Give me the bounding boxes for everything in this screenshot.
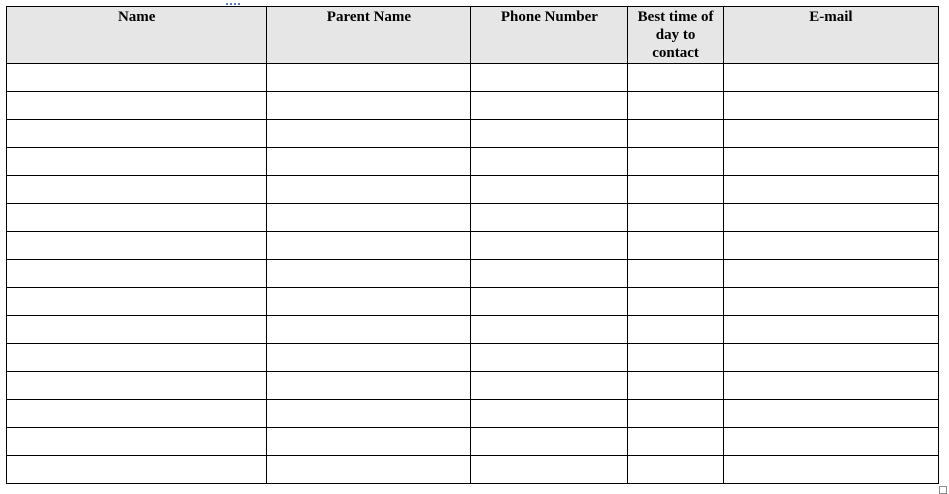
anchor-mark	[226, 0, 240, 5]
cell-email[interactable]	[723, 456, 938, 484]
table-row	[7, 260, 939, 288]
cell-phone-number[interactable]	[471, 260, 628, 288]
cell-email[interactable]	[723, 176, 938, 204]
cell-parent-name[interactable]	[267, 92, 471, 120]
cell-email[interactable]	[723, 400, 938, 428]
cell-best-time[interactable]	[628, 232, 724, 260]
cell-phone-number[interactable]	[471, 64, 628, 92]
table-row	[7, 148, 939, 176]
cell-parent-name[interactable]	[267, 400, 471, 428]
table-row	[7, 456, 939, 484]
cell-best-time[interactable]	[628, 148, 724, 176]
cell-email[interactable]	[723, 344, 938, 372]
cell-parent-name[interactable]	[267, 120, 471, 148]
cell-name[interactable]	[7, 428, 267, 456]
header-best-time: Best time of day to contact	[628, 7, 724, 64]
cell-email[interactable]	[723, 204, 938, 232]
table-row	[7, 316, 939, 344]
cell-phone-number[interactable]	[471, 232, 628, 260]
header-phone-number: Phone Number	[471, 7, 628, 64]
cell-best-time[interactable]	[628, 372, 724, 400]
cell-best-time[interactable]	[628, 204, 724, 232]
table-row	[7, 120, 939, 148]
cell-phone-number[interactable]	[471, 372, 628, 400]
cell-name[interactable]	[7, 400, 267, 428]
cell-parent-name[interactable]	[267, 316, 471, 344]
cell-parent-name[interactable]	[267, 64, 471, 92]
cell-name[interactable]	[7, 232, 267, 260]
table-row	[7, 344, 939, 372]
cell-email[interactable]	[723, 260, 938, 288]
cell-email[interactable]	[723, 120, 938, 148]
cell-phone-number[interactable]	[471, 120, 628, 148]
cell-parent-name[interactable]	[267, 204, 471, 232]
cell-phone-number[interactable]	[471, 148, 628, 176]
table-row	[7, 204, 939, 232]
table-row	[7, 92, 939, 120]
cell-phone-number[interactable]	[471, 400, 628, 428]
cell-phone-number[interactable]	[471, 204, 628, 232]
cell-name[interactable]	[7, 344, 267, 372]
cell-name[interactable]	[7, 64, 267, 92]
cell-phone-number[interactable]	[471, 288, 628, 316]
header-email: E-mail	[723, 7, 938, 64]
cell-email[interactable]	[723, 288, 938, 316]
table-row	[7, 64, 939, 92]
cell-best-time[interactable]	[628, 344, 724, 372]
cell-name[interactable]	[7, 148, 267, 176]
table-row	[7, 428, 939, 456]
cell-best-time[interactable]	[628, 400, 724, 428]
table-resize-handle[interactable]	[939, 486, 947, 494]
cell-parent-name[interactable]	[267, 288, 471, 316]
cell-best-time[interactable]	[628, 316, 724, 344]
cell-phone-number[interactable]	[471, 176, 628, 204]
cell-best-time[interactable]	[628, 176, 724, 204]
header-name: Name	[7, 7, 267, 64]
cell-parent-name[interactable]	[267, 372, 471, 400]
cell-parent-name[interactable]	[267, 344, 471, 372]
cell-phone-number[interactable]	[471, 428, 628, 456]
cell-best-time[interactable]	[628, 120, 724, 148]
cell-name[interactable]	[7, 372, 267, 400]
cell-email[interactable]	[723, 428, 938, 456]
cell-parent-name[interactable]	[267, 428, 471, 456]
cell-parent-name[interactable]	[267, 260, 471, 288]
cell-email[interactable]	[723, 148, 938, 176]
cell-parent-name[interactable]	[267, 232, 471, 260]
cell-name[interactable]	[7, 316, 267, 344]
cell-name[interactable]	[7, 92, 267, 120]
table-row	[7, 176, 939, 204]
cell-best-time[interactable]	[628, 428, 724, 456]
table-row	[7, 400, 939, 428]
cell-best-time[interactable]	[628, 260, 724, 288]
cell-email[interactable]	[723, 92, 938, 120]
cell-phone-number[interactable]	[471, 456, 628, 484]
cell-name[interactable]	[7, 260, 267, 288]
contact-table	[6, 6, 939, 484]
cell-parent-name[interactable]	[267, 456, 471, 484]
cell-name[interactable]	[7, 288, 267, 316]
cell-best-time[interactable]	[628, 92, 724, 120]
cell-phone-number[interactable]	[471, 92, 628, 120]
table-row	[7, 232, 939, 260]
cell-parent-name[interactable]	[267, 148, 471, 176]
contact-sheet	[6, 6, 939, 484]
cell-phone-number[interactable]	[471, 316, 628, 344]
cell-best-time[interactable]	[628, 288, 724, 316]
cell-name[interactable]	[7, 456, 267, 484]
cell-phone-number[interactable]	[471, 344, 628, 372]
cell-parent-name[interactable]	[267, 176, 471, 204]
table-row	[7, 288, 939, 316]
table-body	[7, 64, 939, 484]
header-row	[7, 7, 939, 64]
cell-name[interactable]	[7, 120, 267, 148]
cell-best-time[interactable]	[628, 456, 724, 484]
table-row	[7, 372, 939, 400]
cell-email[interactable]	[723, 316, 938, 344]
cell-name[interactable]	[7, 176, 267, 204]
cell-email[interactable]	[723, 232, 938, 260]
cell-email[interactable]	[723, 372, 938, 400]
cell-email[interactable]	[723, 64, 938, 92]
cell-name[interactable]	[7, 204, 267, 232]
cell-best-time[interactable]	[628, 64, 724, 92]
header-parent-name: Parent Name	[267, 7, 471, 64]
